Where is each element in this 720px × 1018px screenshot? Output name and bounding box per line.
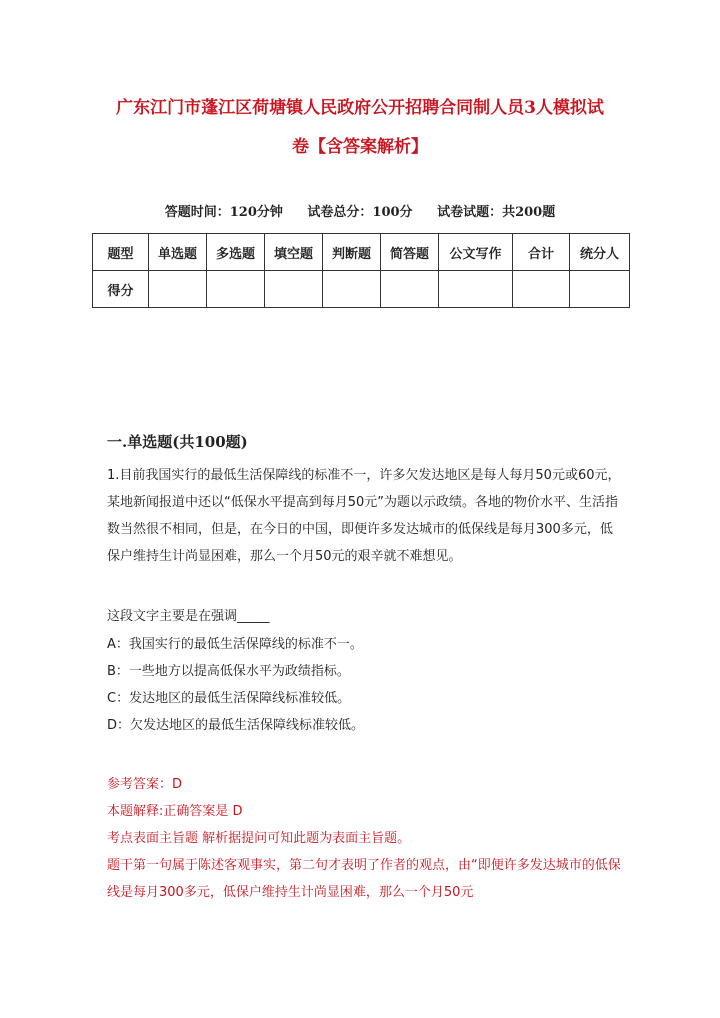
exam-total-score: 试卷总分：100分 <box>307 205 413 220</box>
score-cell <box>381 271 439 308</box>
reference-answer: 参考答案：D <box>107 777 183 792</box>
score-cell <box>207 271 265 308</box>
score-table-header-cell: 多选题 <box>207 234 265 271</box>
answer-explanation: 本题解释:正确答案是 D <box>107 804 243 819</box>
score-table-header-cell: 简答题 <box>381 234 439 271</box>
document-title-line-2: 卷【含答案解析】 <box>292 137 428 157</box>
answer-block <box>107 771 627 906</box>
question-stem: 1.目前我国实行的最低生活保障线的标准不一，许多欠发达地区是每人每月50元或60元，某地新闻报道中还以“低保水平提高到每月50元”为题以示政绩。各地的物价水平、生活指数当然很不相同，但是，在今日的中国，即便许多发达城市的低保线是每月300多元，低保户维持生计尚显困难，那么一个月50元的艰辛就不难想见。 <box>107 468 621 564</box>
option-c: C：发达地区的最低生活保障线标准较低。 <box>107 691 351 706</box>
score-cell <box>570 271 630 308</box>
answer-analysis: 题干第一句属于陈述客观事实，第二句才表明了作者的观点，由“即便许多发达城市的低保线是每月300多元，低保户维持生计尚显困难，那么一个月50元 <box>107 858 621 900</box>
score-table-header-cell: 统分人 <box>570 234 630 271</box>
question-prompt: 这段文字主要是在强调_____ <box>107 609 270 624</box>
score-cell <box>265 271 323 308</box>
answer-point: 考点表面主旨题 解析据提问可知此题为表面主旨题。 <box>107 831 411 846</box>
score-cell <box>323 271 381 308</box>
score-table-header-cell: 单选题 <box>149 234 207 271</box>
score-table-header-cell: 填空题 <box>265 234 323 271</box>
exam-time: 答题时间：120分钟 <box>164 205 283 220</box>
score-table-header-cell: 合计 <box>513 234 570 271</box>
section-title: 一.单选题(共100题) <box>107 433 248 451</box>
option-a: A：我国实行的最低生活保障线的标准不一。 <box>107 637 363 652</box>
score-cell <box>513 271 570 308</box>
score-cell <box>439 271 513 308</box>
score-cell <box>149 271 207 308</box>
exam-question-count: 试卷试题：共200题 <box>437 205 556 220</box>
score-row-label: 得分 <box>93 271 149 308</box>
question-options <box>107 631 627 739</box>
exam-meta <box>0 201 720 220</box>
option-b: B：一些地方以提高低保水平为政绩指标。 <box>107 664 350 679</box>
score-table-header-cell: 公文写作 <box>439 234 513 271</box>
score-table-header-row <box>93 234 630 271</box>
option-d: D：欠发达地区的最低生活保障线标准较低。 <box>107 718 365 733</box>
document-title-line-1: 广东江门市蓬江区荷塘镇人民政府公开招聘合同制人员3人模拟试 <box>116 98 604 118</box>
score-table-row <box>93 271 630 308</box>
score-table-header-cell: 判断题 <box>323 234 381 271</box>
score-table-header-cell: 题型 <box>93 234 149 271</box>
score-table <box>92 233 630 308</box>
